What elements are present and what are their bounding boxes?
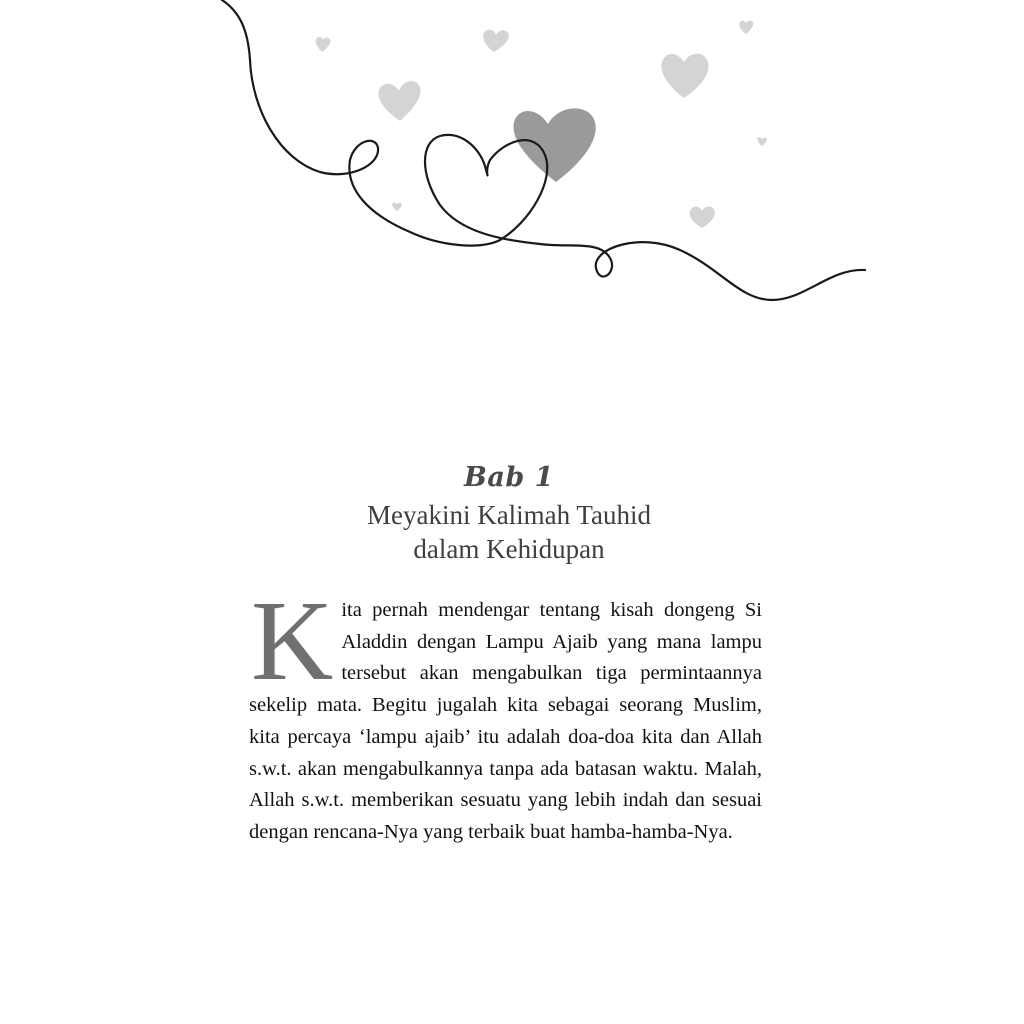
filled-heart-icon — [513, 108, 595, 182]
heart-icon — [757, 137, 766, 146]
chapter-title-line-1: Meyakini Kalimah Tauhid — [366, 500, 652, 530]
heart-icon — [739, 21, 753, 34]
chapter-title — [0, 498, 1018, 566]
heart-icon — [690, 207, 715, 228]
heart-icon — [378, 81, 420, 121]
paragraph-text: ita pernah mendengar tentang kisah dongeng Si Aladdin dengan Lampu Ajaib yang mana lampu tersebut akan mengabulkan tiga permintaannya sekelip mata. Begitu jugalah kita sebagai seorang Muslim, kita percaya ‘lampu ajaib’ itu adalah doa-doa kita dan Allah s.w.t. akan mengabulkannya tanpa ada batasan waktu. Malah, Allah s.w.t. memberikan sesuatu yang lebih indah dan sesuai dengan rencana-Nya yang terbaik buat hamba-hamba-Nya. — [249, 599, 762, 843]
heart-ribbon-illustration — [0, 0, 1024, 330]
drop-cap: K — [251, 577, 334, 704]
heart-icon — [661, 54, 708, 98]
heart-icon — [316, 37, 331, 52]
chapter-title-line-2: dalam Kehidupan — [413, 534, 605, 564]
heart-icon — [392, 203, 402, 211]
body-paragraph — [249, 577, 762, 849]
chapter-label: Bab 1 — [464, 462, 554, 493]
heart-icon — [483, 30, 509, 52]
